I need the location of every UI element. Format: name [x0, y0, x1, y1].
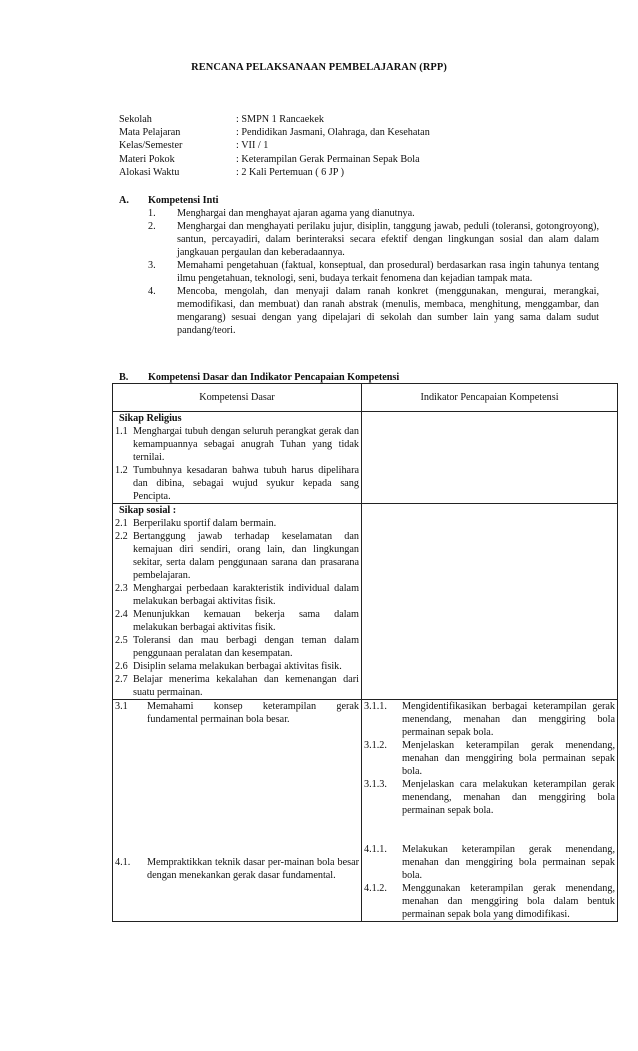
category-title: Sikap sosial :	[119, 505, 177, 516]
kd-number: 1.1	[115, 426, 128, 437]
section-letter: A.	[119, 195, 129, 206]
spacer	[115, 739, 359, 752]
section-title: Kompetensi Dasar dan Indikator Pencapaian Kompetensi	[148, 372, 400, 383]
list-number: 3.	[148, 260, 156, 271]
document-title: RENCANA PELAKSANAAN PEMBELAJARAN (RPP)	[191, 62, 447, 73]
spacer	[115, 765, 359, 778]
indicator-number: 4.1.1.	[364, 844, 387, 855]
indicator-number: 3.1.3.	[364, 779, 387, 790]
indicator-number: 4.1.2.	[364, 883, 387, 894]
list-item	[148, 259, 599, 285]
category-title: Sikap Religius	[119, 413, 182, 424]
kd-number: 2.2	[115, 531, 128, 542]
info-label: Alokasi Waktu	[119, 166, 180, 178]
list-item	[148, 207, 599, 220]
spacer	[115, 752, 359, 765]
list-text: Menghargai dan menghayati perilaku jujur, disiplin, tanggung jawab, peduli (toleransi, gotongroyong), santun, percayadiri, dalam berinteraksi secara efektif dengan lingkungan sosial dan alam dalam jangkauan pergaulan dan keberadaannya.	[177, 221, 599, 258]
ki-list	[148, 207, 599, 337]
kd-number: 1.2	[115, 465, 128, 476]
kd-number: 2.5	[115, 635, 128, 646]
indicator-text: Menjelaskan keterampilan gerak menendang, menahan dan menggiring bola permainan sepak bola.	[402, 740, 615, 777]
indicator-text: Menggunakan keterampilan gerak menendang, menahan dan menggiring bola dalam bentuk permainan sepak bola yang dimodifikasi.	[402, 883, 615, 920]
info-value: : 2 Kali Pertemuan ( 6 JP )	[236, 166, 344, 178]
kd-text: Menghargai tubuh dengan seluruh perangkat gerak dan kemampuannya sebagai anugrah Tuhan yang tidak ternilai.	[133, 426, 359, 463]
info-label: Sekolah	[119, 114, 152, 125]
kd-number: 2.1	[115, 518, 128, 529]
kd-text: Mempraktikkan teknik dasar per-mainan bola besar dengan menekankan gerak dasar fundamental.	[147, 857, 359, 881]
kd-number: 2.7	[115, 674, 128, 685]
kd-text: Menunjukkan kemauan bekerja sama dalam melakukan berbagai aktivitas fisik.	[133, 609, 359, 633]
section-kompetensi-inti	[119, 194, 599, 337]
column-header-kompetensi-dasar: Kompetensi Dasar	[113, 384, 362, 412]
indicator-text: Melakukan keterampilan gerak menendang, menahan dan menggiring bola permainan sepak bola.	[402, 844, 615, 881]
spacer	[364, 830, 615, 843]
info-row-mata-pelajaran	[119, 126, 619, 139]
indicator-item	[364, 882, 615, 921]
kd-cell	[113, 412, 362, 504]
kd-text: Belajar menerima kekalahan dan kemenangan dari suatu permainan.	[133, 674, 359, 698]
info-row-materi-pokok	[119, 153, 619, 166]
indicator-cell	[362, 700, 618, 922]
column-header-indikator: Indikator Pencapaian Kompetensi	[362, 384, 618, 412]
list-item	[148, 285, 599, 337]
list-number: 4.	[148, 286, 156, 297]
kd-item	[115, 856, 359, 882]
list-number: 1.	[148, 208, 156, 219]
kd-item	[115, 582, 359, 608]
info-value: : VII / 1	[236, 140, 269, 152]
kd-text: Menghargai perbedaan karakteristik individual dalam melakukan berbagai aktivitas fisik.	[133, 583, 359, 607]
kd-item	[115, 425, 359, 464]
info-label: Kelas/Semester	[119, 140, 183, 152]
kd-text: Berperilaku sportif dalam bermain.	[133, 518, 277, 529]
spacer	[115, 726, 359, 739]
spacer	[115, 843, 359, 856]
kd-number: 2.4	[115, 609, 128, 620]
kd-item	[115, 700, 359, 726]
kd-text: Memahami konsep keterampilan gerak fundamental permainan bola besar.	[147, 701, 359, 725]
table-row	[113, 700, 618, 922]
table-row	[113, 504, 618, 700]
kd-number: 2.3	[115, 583, 128, 594]
competency-table	[112, 383, 618, 922]
info-value: : SMPN 1 Rancaekek	[236, 114, 324, 125]
kd-item	[115, 608, 359, 634]
indicator-item	[364, 843, 615, 882]
info-row-kelas-semester	[119, 139, 619, 152]
indicator-text: Menjelaskan cara melakukan keterampilan gerak menendang, menahan dan menggiring bola permainan sepak bola.	[402, 779, 615, 816]
indicator-item	[364, 778, 615, 817]
kd-item	[115, 517, 359, 530]
info-row-alokasi-waktu	[119, 166, 619, 179]
indicator-cell	[362, 412, 618, 504]
table-row	[113, 412, 618, 504]
identity-block	[119, 113, 619, 179]
kd-item	[115, 660, 359, 673]
table-header-row	[113, 384, 618, 412]
list-text: Mencoba, mengolah, dan menyaji dalam ranah konkret (menggunakan, mengurai, merangkai, memodifikasi, dan membuat) dan ranah abstrak (menulis, membaca, menghitung, menggambar, dan mengarang) sesuai dengan yang dipelajari di sekolah dan sumber lain yang sama dalam sudut pandang/teori.	[177, 286, 599, 336]
kd-item	[115, 634, 359, 660]
list-number: 2.	[148, 221, 156, 232]
kd-item	[115, 464, 359, 503]
info-row-sekolah	[119, 113, 619, 126]
kd-number: 4.1.	[115, 857, 131, 868]
indicator-text: Mengidentifikasikan berbagai keterampilan gerak menendang, menahan dan menggiring bola permainan sepak bola.	[402, 701, 615, 738]
indicator-item	[364, 700, 615, 739]
kd-text: Tumbuhnya kesadaran bahwa tubuh harus dipelihara dan dibina, sebagai wujud syukur kepada sang Pencipta.	[133, 465, 359, 502]
kd-number: 2.6	[115, 661, 128, 672]
kd-item	[115, 673, 359, 699]
section-letter: B.	[119, 372, 129, 383]
indicator-number: 3.1.2.	[364, 740, 387, 751]
list-text: Memahami pengetahuan (faktual, konseptual, dan prosedural) berdasarkan rasa ingin tahunya tentang ilmu pengetahuan, teknologi, seni, budaya terkait fenomena dan kejadian tampak mata.	[177, 260, 599, 284]
info-value: : Pendidikan Jasmani, Olahraga, dan Kesehatan	[236, 127, 430, 139]
kd-cell	[113, 504, 362, 700]
kd-text: Disiplin selama melakukan berbagai aktivitas fisik.	[133, 661, 342, 672]
kd-text: Bertanggung jawab terhadap keselamatan dan kemajuan diri sendiri, orang lain, dan lingkungan sekitar, serta dalam penggunaan sarana dan prasarana pembelajaran.	[133, 531, 359, 581]
spacer	[115, 778, 359, 791]
info-value: : Keterampilan Gerak Permainan Sepak Bola	[236, 153, 420, 165]
indicator-cell	[362, 504, 618, 700]
section-heading	[119, 194, 599, 207]
indicator-number: 3.1.1.	[364, 701, 387, 712]
spacer	[364, 817, 615, 830]
info-label: Materi Pokok	[119, 153, 175, 165]
kd-item	[115, 530, 359, 582]
kd-text: Toleransi dan mau berbagi dengan teman dalam penggunaan peralatan dan kesempatan.	[133, 635, 359, 659]
spacer	[115, 817, 359, 830]
kd-number: 3.1	[115, 701, 128, 712]
spacer	[115, 804, 359, 817]
spacer	[115, 830, 359, 843]
list-item	[148, 220, 599, 259]
list-text: Menghargai dan menghayat ajaran agama yang dianutnya.	[177, 208, 415, 219]
info-label: Mata Pelajaran	[119, 127, 181, 139]
indicator-item	[364, 739, 615, 778]
kd-cell	[113, 700, 362, 922]
spacer	[115, 791, 359, 804]
section-title: Kompetensi Inti	[148, 195, 219, 206]
